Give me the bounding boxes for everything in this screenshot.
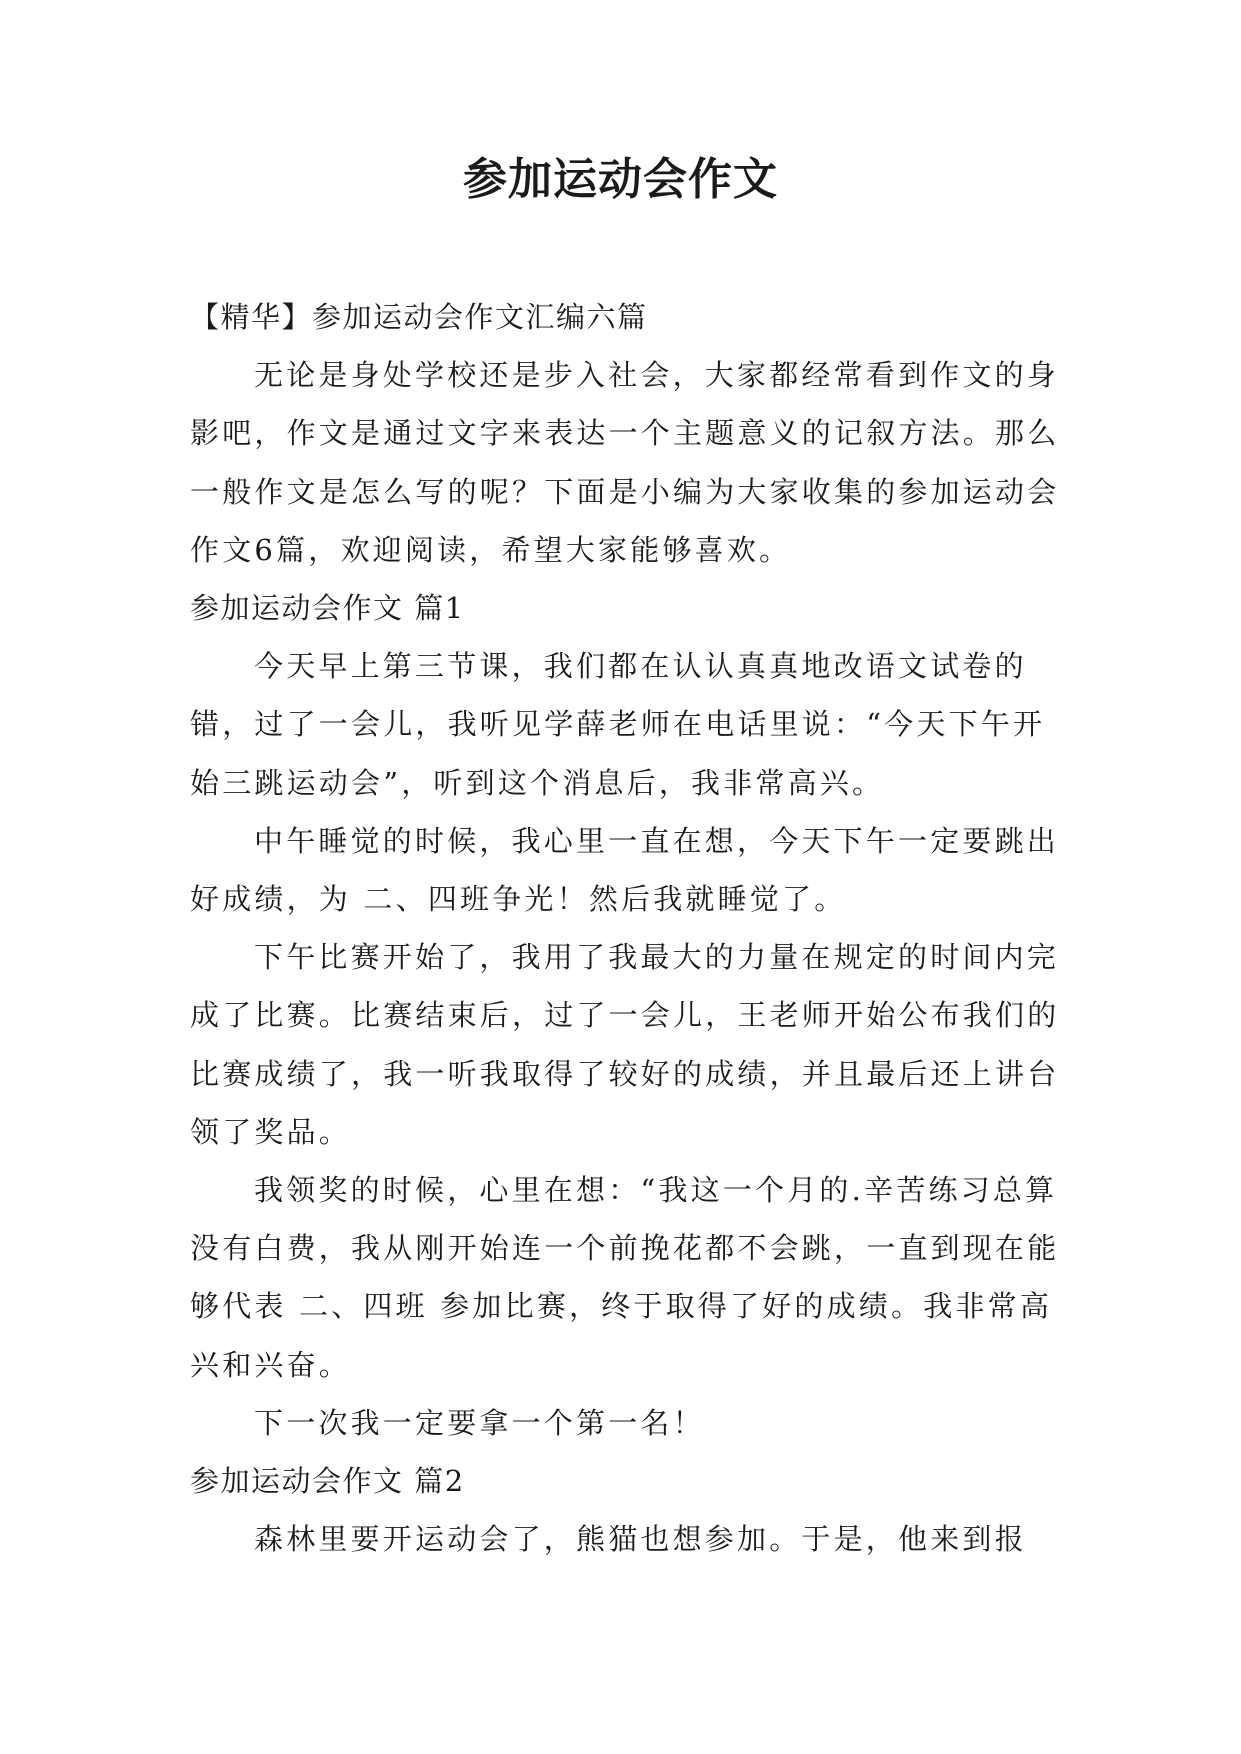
document-subtitle: 【精华】参加运动会作文汇编六篇	[190, 300, 648, 334]
intro-paragraph: 无论是身处学校还是步入社会，大家都经常看到作文的身影吧，作文是通过文字来表达一个主题意义的记叙方法。那么一般作文是怎么写的呢？下面是小编为大家收集的参加运动会作文6篇，欢迎阅读，希望大家能够喜欢。	[190, 358, 1060, 567]
document-title: 参加运动会作文	[463, 154, 778, 205]
paragraph: 今天早上第三节课，我们都在认认真真地改语文试卷的错，过了一会儿，我听见学薛老师在电话里说：“今天下午开始三跳运动会”，听到这个消息后，我非常高兴。	[190, 649, 1046, 800]
section-heading-1: 参加运动会作文 篇1	[190, 591, 465, 626]
paragraph: 我领奖的时候，心里在想：“我这一个月的.辛苦练习总算没有白费，我从刚开始连一个前挽花都不会跳，一直到现在能够代表 二、四班 参加比赛，终于取得了好的成绩。我非常高兴和兴奋。	[190, 1173, 1060, 1382]
paragraph: 森林里要开运动会了，熊猫也想参加。于是，他来到报	[254, 1522, 1027, 1557]
paragraph: 中午睡觉的时候，我心里一直在想，今天下午一定要跳出好成绩，为 二、四班争光！然后我就睡觉了。	[190, 823, 1060, 917]
document-body	[190, 288, 1070, 1568]
paragraph: 下午比赛开始了，我用了我最大的力量在规定的时间内完成了比赛。比赛结束后，过了一会儿，王老师开始公布我们的比赛成绩了，我一听我取得了较好的成绩，并且最后还上讲台领了奖品。	[190, 940, 1060, 1149]
paragraph: 下一次我一定要拿一个第一名！	[254, 1405, 705, 1440]
section-heading-2: 参加运动会作文 篇2	[190, 1464, 465, 1499]
